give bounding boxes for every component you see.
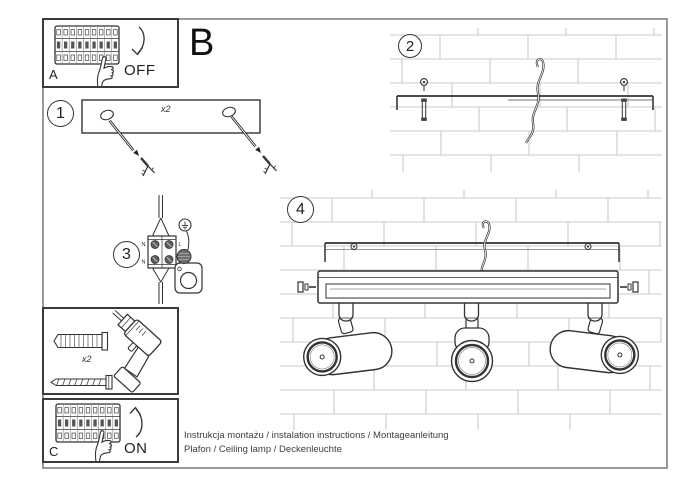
terminal-label: N — [141, 259, 146, 266]
step-1-badge: 1 — [47, 100, 74, 127]
hardware-figure — [44, 309, 177, 393]
step-c-panel — [42, 398, 179, 463]
terminal-label: N — [141, 242, 146, 248]
lamp-side-screw — [298, 282, 316, 292]
bracket-hole — [221, 106, 236, 119]
step-a-figure — [44, 20, 177, 86]
step-b-label: B — [189, 22, 215, 64]
screw-icon — [232, 117, 262, 154]
step-c-figure — [44, 400, 177, 461]
wall-anchor-icon — [421, 99, 427, 121]
lamp-side-screw — [620, 282, 638, 292]
power-on-label: ON — [124, 440, 148, 457]
terminal-block-icon — [148, 236, 176, 268]
quantity-label: x2 — [82, 354, 92, 364]
wall-anchor-icon — [263, 156, 277, 174]
ceiling-wire — [482, 221, 490, 274]
spotlight-right — [548, 328, 640, 376]
curved-arrow-up-icon — [130, 408, 142, 438]
lamp-bar — [318, 271, 618, 303]
rail-screw-icon — [421, 79, 428, 91]
bracket-hole — [99, 109, 114, 122]
step-2-panel — [388, 26, 666, 174]
hardware-panel — [42, 307, 179, 395]
screw-icon — [110, 121, 140, 157]
spotlight-left — [302, 330, 394, 378]
step-c-label: C — [49, 444, 59, 459]
footer — [184, 429, 449, 457]
screw-icon — [51, 376, 112, 390]
power-off-label: OFF — [124, 62, 156, 79]
step-4-badge: 4 — [287, 196, 314, 223]
step-3-badge: 3 — [113, 241, 140, 268]
breaker-panel-icon — [55, 26, 119, 64]
mounting-bracket — [82, 100, 260, 133]
drill-icon — [82, 309, 171, 393]
wall-anchor-icon — [141, 158, 155, 176]
spotlight-lens — [452, 341, 493, 382]
rail-screw-icon — [621, 79, 628, 91]
step-a-panel — [42, 18, 179, 88]
step-2-badge: 2 — [398, 34, 422, 58]
footer-line-2: Plafon / Ceiling lamp / Deckenleuchte — [184, 444, 342, 455]
step-a-label: A — [49, 67, 58, 82]
curved-arrow-down-icon — [132, 27, 144, 55]
wall-anchor-icon — [621, 99, 627, 121]
footer-line-1: Instrukcja montażu / instalation instructions / Montageanleitung — [184, 430, 449, 441]
step-4-panel — [278, 188, 666, 432]
ground-clamp-icon — [175, 250, 202, 294]
wall-plug-icon — [54, 333, 108, 351]
quantity-label: x2 — [161, 104, 171, 114]
breaker-panel-icon — [56, 404, 120, 442]
spotlight-middle — [452, 328, 493, 382]
terminal-label: L — [178, 242, 182, 248]
mounting-rail — [397, 96, 653, 110]
hand-icon — [97, 57, 113, 86]
ceiling-wire — [526, 59, 544, 143]
